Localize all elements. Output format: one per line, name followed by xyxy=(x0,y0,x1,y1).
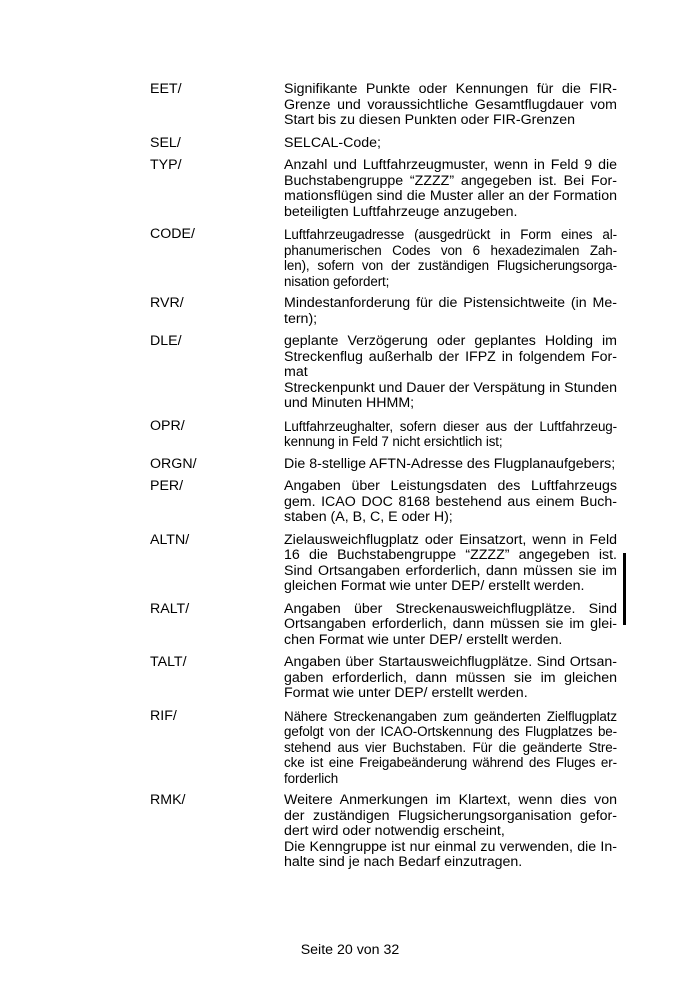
description-line: beteiligten Luftfahrzeuge anzugeben. xyxy=(284,203,518,220)
description-line: Format wie unter DEP/ erstellt werden. xyxy=(284,685,528,701)
description-line: Mindestanforderung für die Pistensichtweite (in Me- xyxy=(284,295,617,311)
entry-description xyxy=(284,655,617,702)
entry-key: ORGN/ xyxy=(150,455,197,472)
entry-key: RALT/ xyxy=(150,600,190,617)
entry-key: RIF/ xyxy=(150,707,177,724)
entry-description xyxy=(284,334,617,412)
description-line: Angaben über Streckenausweichflugplätze. Sind xyxy=(284,600,617,617)
entry-orgn xyxy=(150,457,617,473)
description-line: phanumerischen Codes von 6 hexadezimalen Zah- xyxy=(284,242,617,258)
entry-key: RMK/ xyxy=(150,792,186,808)
description-line: Start bis zu diesen Punkten oder FIR-Grenzen xyxy=(284,112,575,128)
entry-description xyxy=(284,709,617,787)
entry-rvr xyxy=(150,296,617,327)
description-line: Streckenflug außerhalb der IFPZ in folgendem For- xyxy=(284,348,617,365)
description-line: kennung in Feld 7 nicht ersichtlich ist; xyxy=(284,434,503,449)
description-line: Grenze und voraussichtliche Gesamtflugdauer vom xyxy=(284,96,617,113)
entry-code xyxy=(150,227,617,289)
description-line: Streckenpunkt und Dauer der Verspätung in Stunden xyxy=(284,379,617,396)
description-line: Signifikante Punkte oder Kennungen für die FIR- xyxy=(284,81,617,97)
description-line: cke ist eine Freigabeänderung während des Fluges er- xyxy=(284,755,617,770)
page-number: Seite 20 von 32 xyxy=(300,942,400,958)
entry-key: ALTN/ xyxy=(150,531,190,548)
entry-key: PER/ xyxy=(150,478,184,494)
description-line: 16 die Buchstabengruppe “ZZZZ” angegeben ist. xyxy=(284,547,617,563)
description-line: geplante Verzögerung oder geplantes Holding im xyxy=(284,333,617,349)
description-line: Die 8-stellige AFTN-Adresse des Flugplanaufgebers; xyxy=(284,455,616,472)
description-line: Ortsangaben erforderlich, dann müssen sie im glei- xyxy=(284,616,617,632)
entry-key: TYP/ xyxy=(150,157,182,173)
entry-description xyxy=(284,158,617,220)
entry-sel xyxy=(150,136,617,152)
description-line: und Minuten HHMM; xyxy=(284,395,415,411)
description-line: gefolgt von der ICAO-Ortskennung des Flugplatzes be- xyxy=(284,724,617,739)
entry-key: TALT/ xyxy=(150,654,187,670)
description-line: nisation gefordert; xyxy=(284,273,390,289)
entry-description xyxy=(284,457,617,473)
description-line: chen Format wie unter DEP/ erstellt werden. xyxy=(284,631,563,648)
entry-key: EET/ xyxy=(150,81,182,97)
description-line: forderlich xyxy=(284,770,339,786)
description-line: Die Kenngruppe ist nur einmal zu verwenden, die In- xyxy=(284,838,617,855)
description-line: mationsflügen sind die Muster aller an der Formation xyxy=(284,188,617,204)
entry-per xyxy=(150,479,617,526)
entry-talt xyxy=(150,655,617,702)
entry-description xyxy=(284,479,617,526)
description-line: Luftfahrzeugadresse (ausgedrückt in Form eines al- xyxy=(284,227,617,242)
description-line: gem. ICAO DOC 8168 bestehend aus einem Buch- xyxy=(284,493,617,510)
description-line: gaben erforderlich, dann müssen sie im gleichen xyxy=(284,669,617,686)
entry-altn xyxy=(150,533,617,595)
entry-eet xyxy=(150,82,617,129)
field-18-entries xyxy=(150,82,617,878)
entry-rif xyxy=(150,709,617,787)
description-line: tern); xyxy=(284,310,318,327)
entry-description xyxy=(284,82,617,129)
entry-key: OPR/ xyxy=(150,417,185,434)
description-line: SELCAL-Code; xyxy=(284,134,381,151)
description-line: Anzahl und Luftfahrzeugmuster, wenn in Feld 9 die xyxy=(284,157,617,173)
description-line: stehend aus vier Buchstaben. Für die geänderte Stre- xyxy=(284,739,617,755)
description-line: Buchstabengruppe “ZZZZ” angegeben ist. Bei For- xyxy=(284,172,617,189)
description-line: Luftfahrzeughalter, sofern dieser aus der Luftfahrzeug- xyxy=(284,418,617,434)
description-line: dert wird oder notwendig erscheint, xyxy=(284,823,505,839)
description-line: Angaben über Leistungsdaten des Luftfahrzeugs xyxy=(284,478,617,494)
description-line: der zuständigen Flugsicherungsorganisation gefor- xyxy=(284,807,617,824)
entry-description xyxy=(284,419,617,450)
entry-ralt xyxy=(150,602,617,649)
description-line: Sind Ortsangaben erforderlich, dann müssen sie im xyxy=(284,562,617,579)
entry-key: DLE/ xyxy=(150,333,182,349)
description-line: Weitere Anmerkungen im Klartext, wenn dies von xyxy=(284,792,617,808)
revision-change-bar xyxy=(623,553,626,625)
entry-description xyxy=(284,227,617,289)
description-line: halte sind je nach Bedarf einzutragen. xyxy=(284,854,523,870)
entry-description xyxy=(284,296,617,327)
description-line: staben (A, B, C, E oder H); xyxy=(284,509,453,525)
description-line: Angaben über Startausweichflugplätze. Sind Ortsan- xyxy=(284,654,617,670)
entry-description xyxy=(284,793,617,871)
description-line: gleichen Format wie unter DEP/ erstellt werden. xyxy=(284,578,585,594)
description-line: Nähere Streckenangaben zum geänderten Zielflugplatz xyxy=(284,708,617,724)
entry-description xyxy=(284,602,617,649)
description-line: mat xyxy=(284,364,308,380)
entry-typ xyxy=(150,158,617,220)
entry-description xyxy=(284,136,617,152)
entry-description xyxy=(284,533,617,595)
description-line: len), sofern von der zuständigen Flugsicherungsorga- xyxy=(284,258,617,273)
description-line: Zielausweichflugplatz oder Einsatzort, wenn in Feld xyxy=(284,531,617,548)
entry-key: CODE/ xyxy=(150,226,195,242)
entry-key: RVR/ xyxy=(150,295,184,311)
entry-opr xyxy=(150,419,617,450)
entry-key: SEL/ xyxy=(150,134,181,151)
entry-dle xyxy=(150,334,617,412)
entry-rmk xyxy=(150,793,617,871)
